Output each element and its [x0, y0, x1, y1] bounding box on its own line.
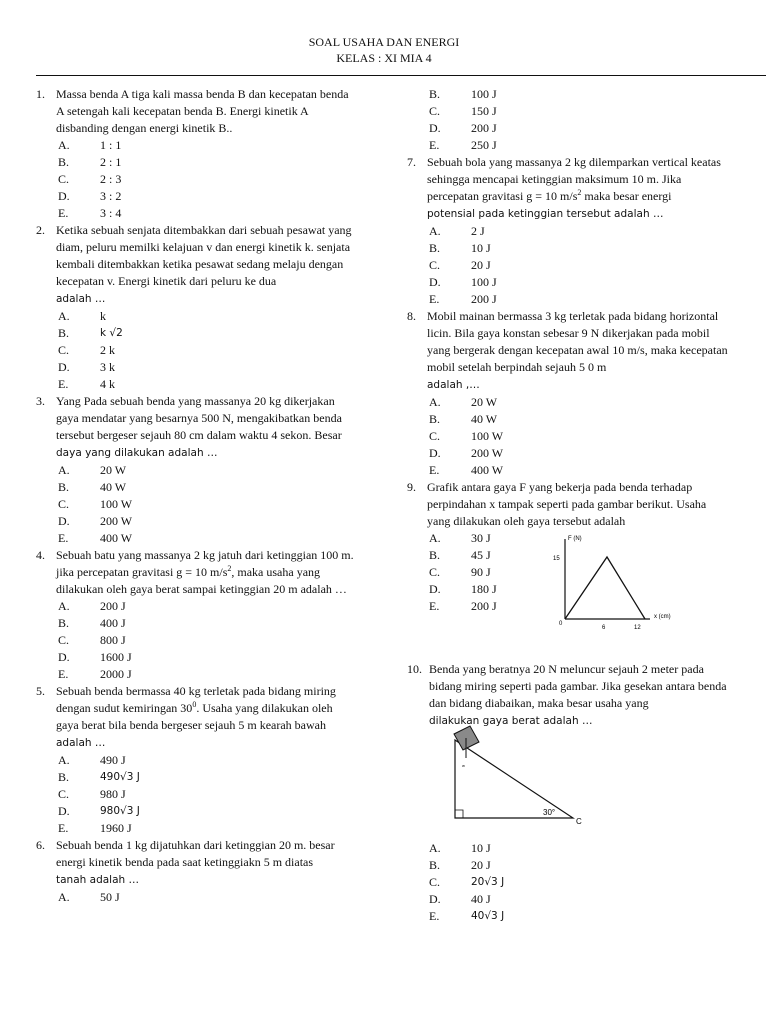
option-letter: C.: [58, 172, 70, 186]
option-value: 50 J: [100, 890, 120, 904]
option-letter: A.: [58, 753, 70, 767]
option-c: [36, 342, 358, 359]
option-letter: C.: [429, 875, 441, 889]
option-value: 3 : 2: [100, 189, 122, 203]
option-letter: E.: [429, 599, 440, 613]
option-letter: A.: [429, 531, 441, 545]
option-a: [407, 840, 729, 857]
angle-label: 30°: [543, 808, 556, 817]
option-value: 2 k: [100, 343, 115, 357]
option-letter: B.: [58, 326, 70, 340]
option-value: 800 J: [100, 633, 126, 647]
option-letter: D.: [429, 121, 441, 135]
option-letter: D.: [58, 360, 70, 374]
option-b: [36, 769, 358, 786]
option-d: [36, 188, 358, 205]
option-value: 490 J: [100, 753, 126, 767]
option-letter: A.: [58, 138, 70, 152]
option-c: [36, 786, 358, 803]
option-value: 20√3 J: [471, 876, 505, 888]
right-angle-mark: [455, 810, 463, 818]
option-letter: E.: [429, 292, 440, 306]
question-number: 3.: [36, 394, 45, 408]
option-list: [36, 308, 358, 393]
option-letter: D.: [429, 582, 441, 596]
option-value: 180 J: [471, 582, 497, 596]
option-c: [36, 632, 358, 649]
option-c: [407, 874, 729, 891]
question-number: 9.: [407, 480, 416, 494]
option-value: 200 J: [471, 599, 497, 613]
option-letter: D.: [58, 650, 70, 664]
question-tail: tanah adalah …: [56, 874, 140, 886]
question-text: Sebuah benda bermassa 40 kg terletak pada bidang miring dengan sudut kemiringan $30^0$. Usaha yang dilakukan oleh gaya berat bila benda bergeser sejauh 5 m kearah bawah adalah …: [56, 684, 336, 749]
option-value: 90 J: [471, 565, 491, 579]
option-value: 980 J: [100, 787, 126, 801]
option-value: 20 J: [471, 858, 491, 872]
option-c: [407, 428, 729, 445]
option-d: [407, 891, 729, 908]
option-value: 200 J: [100, 599, 126, 613]
option-b: [407, 857, 729, 874]
graph-y-tick: 15: [553, 556, 560, 562]
option-c: [407, 257, 729, 274]
option-e: [36, 205, 358, 222]
option-a: [36, 598, 358, 615]
option-value: 20 J: [471, 258, 491, 272]
page-title: SOAL USAHA DAN ENERGI: [308, 35, 460, 49]
option-d: [407, 120, 729, 137]
option-value: 4 k: [100, 377, 115, 391]
question-text: Ketika sebuah senjata ditembakkan dari sebuah pesawat yang diam, peluru memilki kelajuan v dan energi kinetik k. senjata kembali ditembakkan ketika pesawat sedang melaju dengan kecepatan v. Energi kinetik dari peluru ke dua adalah …: [56, 223, 352, 305]
option-letter: C.: [429, 429, 441, 443]
option-letter: C.: [429, 258, 441, 272]
option-b: [36, 154, 358, 171]
option-a: [36, 308, 358, 325]
graph-x-label: x (cm): [654, 614, 671, 620]
option-letter: C.: [58, 787, 70, 801]
option-letter: A.: [58, 890, 70, 904]
question-text: Yang Pada sebuah benda yang massanya 20 kg dikerjakan gaya mendatar yang besarnya 500 N, mengakibatkan benda tersebut bergeser sejauh 80 cm dalam waktu 4 sekon. Besar daya yang dilakukan adalah …: [56, 394, 342, 459]
option-e: [36, 376, 358, 393]
option-value: 400 W: [100, 531, 133, 545]
question-1: [36, 86, 358, 222]
question-number: 8.: [407, 309, 416, 323]
option-letter: C.: [58, 497, 70, 511]
option-value: 400 W: [471, 463, 504, 477]
option-letter: E.: [429, 463, 440, 477]
question-8: [407, 308, 729, 479]
option-d: [36, 359, 358, 376]
option-value: 200 J: [471, 292, 497, 306]
option-letter: A.: [58, 309, 70, 323]
question-number: 4.: [36, 548, 45, 562]
option-letter: C.: [58, 343, 70, 357]
option-letter: D.: [58, 189, 70, 203]
option-letter: A.: [429, 224, 441, 238]
option-letter: B.: [429, 858, 441, 872]
question-tail: potensial pada ketinggian tersebut adalah …: [427, 208, 664, 220]
question-tail: adalah …: [56, 737, 106, 749]
option-value: 40√3 J: [471, 910, 505, 922]
option-a: [407, 223, 729, 240]
option-value: 100 J: [471, 275, 497, 289]
option-letter: B.: [429, 241, 441, 255]
option-letter: C.: [429, 104, 441, 118]
option-letter: E.: [58, 667, 69, 681]
option-letter: D.: [429, 275, 441, 289]
option-b: [407, 411, 729, 428]
option-letter: B.: [429, 87, 441, 101]
option-value: 200 W: [100, 514, 133, 528]
question-tail: adalah …: [56, 293, 106, 305]
option-letter: E.: [58, 531, 69, 545]
option-a: [36, 462, 358, 479]
question-number: 5.: [36, 684, 45, 698]
option-value: 1600 J: [100, 650, 132, 664]
question-text: Grafik antara gaya F yang bekerja pada benda terhadap perpindahan x tampak seperti pada gambar berikut. Usaha yang dilakukan oleh gaya tersebut adalah: [427, 480, 707, 528]
left-column: [36, 86, 358, 906]
option-letter: B.: [429, 412, 441, 426]
option-letter: E.: [58, 206, 69, 220]
option-e: [36, 666, 358, 683]
option-value: 150 J: [471, 104, 497, 118]
question-4: [36, 547, 358, 683]
option-list: [36, 462, 358, 547]
option-value: 10 J: [471, 841, 491, 855]
option-value: 30 J: [471, 531, 491, 545]
option-value: 200 J: [471, 121, 497, 135]
option-value: 100 W: [471, 429, 504, 443]
option-value: 2 J: [471, 224, 485, 238]
option-letter: B.: [58, 616, 70, 630]
option-a: [407, 394, 729, 411]
force-triangle: [565, 557, 645, 619]
option-e: [36, 820, 358, 837]
option-d: [407, 274, 729, 291]
option-value: k √2: [100, 327, 123, 339]
option-d: [36, 513, 358, 530]
question-text: Benda yang beratnya 20 N meluncur sejauh 2 meter pada bidang miring seperti pada gambar. Jika gesekan antara benda dan bidang diabaikan, maka besar usaha yang dilakukan gaya berat adalah …: [429, 662, 727, 727]
option-c: [36, 171, 358, 188]
option-value: 40 W: [100, 480, 127, 494]
option-d: [36, 649, 358, 666]
question-5: [36, 683, 358, 837]
option-value: 1 : 1: [100, 138, 122, 152]
option-e: [407, 137, 729, 154]
option-b: [407, 86, 729, 103]
question-tail: dilakukan gaya berat adalah …: [429, 715, 593, 727]
option-a: [36, 137, 358, 154]
option-letter: B.: [58, 770, 70, 784]
option-letter: A.: [429, 395, 441, 409]
option-value: 100 W: [100, 497, 133, 511]
option-letter: B.: [429, 548, 441, 562]
block-label: w: [462, 763, 465, 768]
question-tail: adalah ,…: [427, 379, 480, 391]
question-text: Mobil mainan bermassa 3 kg terletak pada bidang horizontal licin. Bila gaya konstan sebesar 9 N dikerjakan pada mobil yang bergerak dengan kecepatan awal 10 m/s, maka kecepatan mobil setelah berpindah sejauh 5 0 m adalah ,…: [427, 309, 728, 391]
option-letter: E.: [58, 821, 69, 835]
question-6: [36, 837, 358, 906]
option-value: 100 J: [471, 87, 497, 101]
option-value: 250 J: [471, 138, 497, 152]
option-letter: E.: [429, 138, 440, 152]
option-value: 200 W: [471, 446, 504, 460]
option-list: [407, 840, 729, 925]
option-letter: D.: [429, 892, 441, 906]
option-value: 490√3 J: [100, 771, 140, 783]
option-list-q6-continued: [407, 86, 729, 154]
option-a: [36, 889, 358, 906]
graph-x-tick-6: 6: [602, 625, 606, 631]
option-letter: A.: [58, 463, 70, 477]
option-value: 3 k: [100, 360, 115, 374]
question-text: Massa benda A tiga kali massa benda B dan kecepatan benda A setengah kali kecepatan benda B. Energi kinetik A disbanding dengan energi kinetik B..: [56, 87, 349, 135]
question-number: 10.: [407, 662, 422, 676]
option-e: [36, 530, 358, 547]
option-value: k: [100, 309, 106, 323]
option-letter: B.: [58, 155, 70, 169]
option-e: [407, 462, 729, 479]
option-a: [36, 752, 358, 769]
option-list: [36, 137, 358, 222]
force-displacement-graph: [545, 533, 685, 633]
option-letter: E.: [58, 377, 69, 391]
option-letter: C.: [429, 565, 441, 579]
option-letter: C.: [58, 633, 70, 647]
option-e: [407, 291, 729, 308]
question-7: [407, 154, 729, 308]
option-c: [407, 103, 729, 120]
question-number: 1.: [36, 87, 45, 101]
option-letter: B.: [58, 480, 70, 494]
question-text: Sebuah batu yang massanya 2 kg jatuh dari ketinggian 100 m. jika percepatan gravitasi g = 10 $m/s^2$, maka usaha yang dilakukan oleh gaya berat sampai ketinggian 20 m adalah …: [56, 548, 354, 596]
graph-y-label: F (N): [568, 536, 582, 542]
graph-x-tick-12: 12: [634, 625, 641, 631]
option-value: 2 : 1: [100, 155, 122, 169]
question-3: [36, 393, 358, 547]
question-text: Sebuah benda 1 kg dijatuhkan dari ketinggian 20 m. besar energi kinetik benda pada saat ketinggiakn 5 m diatas tanah adalah …: [56, 838, 335, 886]
option-b: [36, 615, 358, 632]
option-letter: E.: [429, 909, 440, 923]
page-subtitle: KELAS : XI MIA 4: [336, 51, 432, 65]
question-number: 6.: [36, 838, 45, 852]
question-number: 2.: [36, 223, 45, 237]
option-value: 3 : 4: [100, 206, 122, 220]
graph-origin: 0: [559, 621, 563, 627]
option-b: [36, 479, 358, 496]
option-value: 400 J: [100, 616, 126, 630]
option-list: [36, 752, 358, 837]
option-letter: A.: [58, 599, 70, 613]
header-divider: [36, 75, 766, 76]
option-value: 2 : 3: [100, 172, 122, 186]
option-letter: D.: [58, 514, 70, 528]
option-value: 45 J: [471, 548, 491, 562]
option-e: [407, 908, 729, 925]
option-list: [36, 889, 358, 906]
incline-triangle: [455, 740, 573, 818]
option-value: 10 J: [471, 241, 491, 255]
option-letter: D.: [58, 804, 70, 818]
question-tail: daya yang dilakukan adalah …: [56, 447, 218, 459]
inclined-plane-figure: [445, 722, 590, 827]
option-value: 40 J: [471, 892, 491, 906]
corner-label: C: [576, 817, 582, 826]
question-text: Sebuah bola yang massanya 2 kg dilemparkan vertical keatas sehingga mencapai ketinggian maksimum 10 m. Jika percepatan gravitasi g = 10 $m/s^2$ maka besar energi potensial pada ketinggian tersebut adalah …: [427, 155, 721, 220]
option-value: 980√3 J: [100, 805, 140, 817]
question-number: 7.: [407, 155, 416, 169]
option-b: [36, 325, 358, 342]
option-list: [36, 598, 358, 683]
option-value: 40 W: [471, 412, 498, 426]
option-d: [407, 445, 729, 462]
option-letter: A.: [429, 841, 441, 855]
option-letter: D.: [429, 446, 441, 460]
option-value: 20 W: [100, 463, 127, 477]
option-list: [407, 223, 729, 308]
option-value: 20 W: [471, 395, 498, 409]
question-2: [36, 222, 358, 393]
option-list: [407, 394, 729, 479]
option-value: 1960 J: [100, 821, 132, 835]
option-c: [36, 496, 358, 513]
option-d: [36, 803, 358, 820]
option-value: 2000 J: [100, 667, 132, 681]
option-b: [407, 240, 729, 257]
